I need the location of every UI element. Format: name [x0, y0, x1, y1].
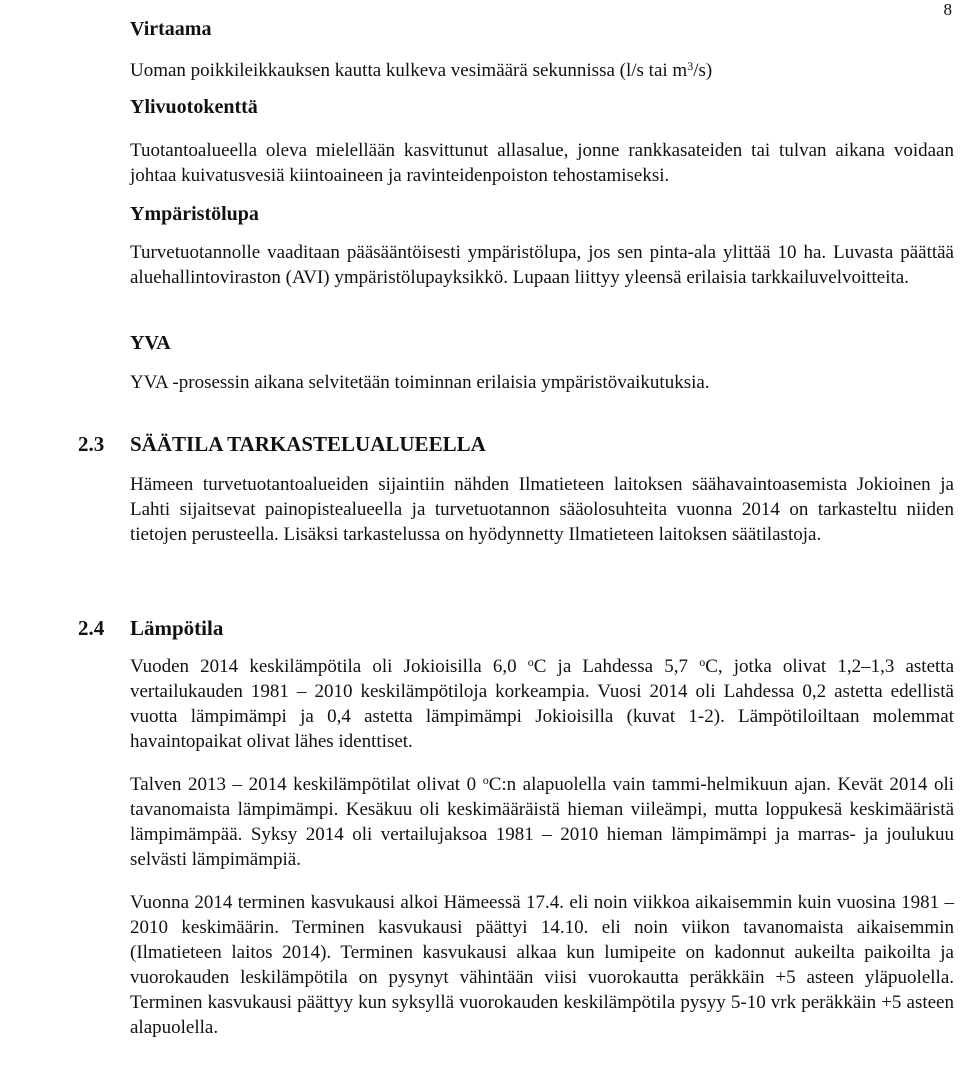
section-paragraph-2-4-p3: Vuonna 2014 terminen kasvukausi alkoi Hämeessä 17.4. eli noin viikkoa aikaisemmin kuin vuosina 1981 – 2010 keskimäärin. Terminen kasvukausi päättyi 14.10. eli noin viikon tavanomaista aikaisemmin (Ilmatieteen laitos 2014). Terminen kasvukausi alkaa kun lumipeite on kadonnut aukeilta paikoilta ja vuorokauden leskilämpötila on pysynyt vähintään viisi vuorokautta peräkkäin +5 asteen yläpuolella. Terminen kasvukausi päättyy kun syksyllä vuorokauden keskilämpötila pysyy 5-10 vrk peräkkäin +5 asteen alapuolella.: [130, 892, 954, 1038]
section-title-2-3: SÄÄTILA TARKASTELUALUEELLA: [130, 432, 486, 456]
degree-superscript: o: [699, 655, 706, 669]
degree-superscript: o: [482, 773, 489, 787]
section-paragraph-2-3: Hämeen turvetuotantoalueiden sijaintiin nähden Ilmatieteen laitoksen säähavaintoasemista Jokioinen ja Lahti sijaitsevat painopistealueella ja turvetuotannon sääolosuhteita vuonna 2014 on tarkasteltu niiden tietojen perusteella. Lisäksi tarkastelussa on hyödynnetty Ilmatieteen laitoksen säätilastoja.: [130, 474, 954, 545]
superscript: 3: [687, 59, 694, 73]
section-paragraph-2-4-p2: [130, 772, 954, 872]
paragraph-text: Talven 2013 – 2014 keskilämpötilat olivat 0: [130, 774, 483, 795]
paragraph-text: C:n alapuolella vain tammi-helmikuun ajan. Kevät 2014 oli tavanomaista lämpimämpi. Kesäkuu oli keskimääräistä hieman viileämpi, mutta loppukesä keskimääristä lämpimämpää. Syksy 2014 oli vertailujaksoa 1981 – 2010 hieman lämpimämpi ja marras- ja joulukuu selvästi lämpimämpiä.: [130, 774, 954, 870]
term-definition-virtaama: [130, 58, 954, 83]
section-number-2-4: 2.4: [78, 616, 105, 640]
degree-superscript: o: [527, 655, 534, 669]
definition-text: Uoman poikkileikkauksen kautta kulkeva vesimäärä sekunnissa (l/s tai m: [130, 60, 688, 81]
section-title-2-4: Lämpötila: [130, 616, 224, 640]
definition-text: /s): [693, 60, 713, 81]
term-title-ylivuotokentta: Ylivuotokenttä: [130, 96, 258, 118]
section-paragraph-2-4-p1: [130, 654, 954, 754]
section-number-2-3: 2.3: [78, 432, 105, 456]
paragraph-text: C ja Lahdessa 5,7: [533, 656, 700, 677]
term-title-yva: YVA: [130, 332, 171, 354]
paragraph-text: C, jotka olivat 1,2–1,3 astetta vertailukauden 1981 – 2010 keskilämpötiloja korkeampia. Vuosi 2014 oli Lahdessa 0,2 astetta edellistä vuotta lämpimämpi ja 0,4 astetta lämpimämpi Jokioisilla (kuvat 1-2). Lämpötiloiltaan molemmat havaintopaikat olivat lähes identtiset.: [130, 656, 955, 752]
page-number: 8: [943, 0, 952, 19]
term-title-ymparistolupa: Ympäristölupa: [130, 203, 259, 225]
term-definition-ylivuotokentta: Tuotantoalueella oleva mielellään kasvittunut allasalue, jonne rankkasateiden tai tulvan aikana voidaan johtaa kuivatusvesiä kiintoaineen ja ravinteidenpoiston tehostamiseksi.: [130, 140, 954, 186]
paragraph-text: Vuoden 2014 keskilämpötila oli Jokioisilla 6,0: [130, 656, 528, 677]
term-definition-ymparistolupa: Turvetuotannolle vaaditaan pääsääntöisesti ympäristölupa, jos sen pinta-ala ylittää 10 ha. Luvasta päättää aluehallintoviraston (AVI) ympäristölupayksikkö. Lupaan liittyy yleensä erilaisia tarkkailuvelvoitteita.: [130, 242, 954, 288]
term-definition-yva: YVA -prosessin aikana selvitetään toiminnan erilaisia ympäristövaikutuksia.: [130, 372, 710, 393]
term-title-virtaama: Virtaama: [130, 18, 212, 40]
